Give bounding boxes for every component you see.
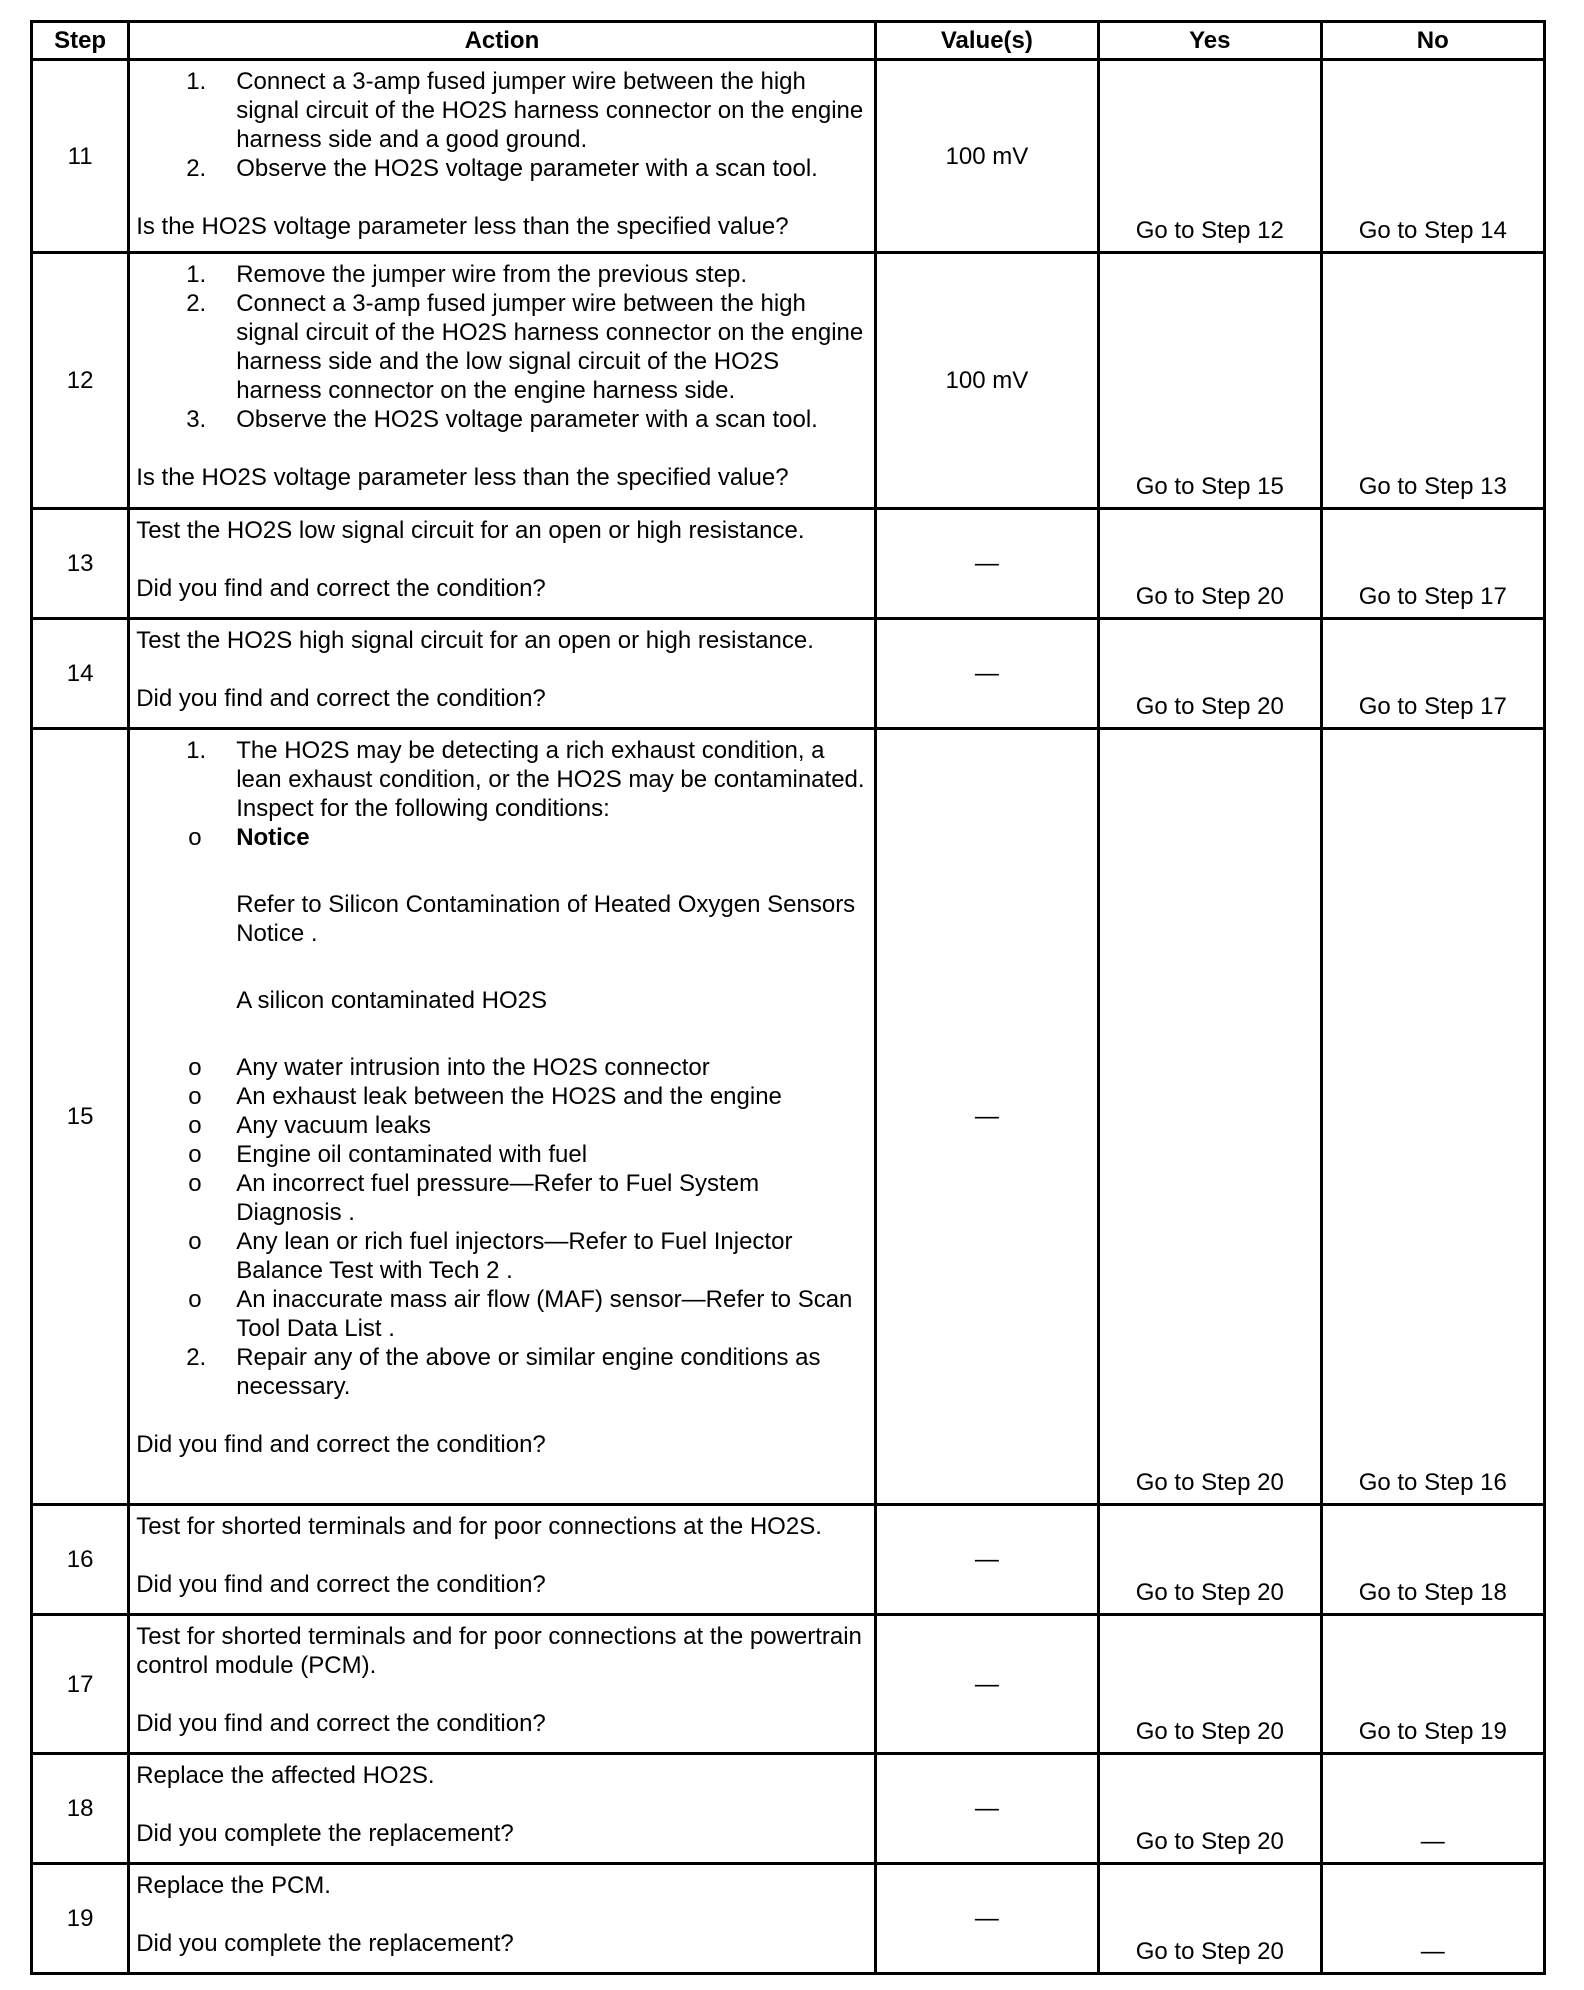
action-cell [129, 1505, 875, 1615]
list-item: 2. Repair any of the above or similar engine conditions as necessary. [186, 1344, 821, 1400]
table-row [32, 619, 1545, 729]
no-cell: Go to Step 19 [1321, 1615, 1544, 1754]
notice-item-text: A silicon contaminated HO2S [236, 987, 548, 1014]
yes-cell: Go to Step 20 [1099, 1754, 1321, 1864]
step-number: 12 [32, 253, 129, 509]
action-question: Did you complete the replacement? [136, 1820, 514, 1847]
list-item: 1. Remove the jumper wire from the previous step. [186, 261, 748, 288]
yes-cell: Go to Step 12 [1099, 60, 1321, 253]
header-step: Step [32, 22, 129, 60]
value-cell: 100 mV [875, 253, 1098, 509]
action-steps [136, 736, 867, 1401]
action-text: Test the HO2S high signal circuit for an open or high resistance. [136, 627, 814, 654]
table-row [32, 729, 1545, 1505]
value-cell: — [875, 509, 1098, 619]
yes-cell: Go to Step 20 [1099, 1505, 1321, 1615]
step-number: 15 [32, 729, 129, 1505]
action-question: Did you complete the replacement? [136, 1930, 514, 1957]
action-question: Is the HO2S voltage parameter less than the specified value? [136, 213, 789, 240]
notice-item: o Notice Refer to Silicon Contamination of Heated Oxygen Sensors Notice . A silicon contaminated HO2S [136, 823, 867, 1053]
action-cell [129, 1754, 875, 1864]
action-cell [129, 253, 875, 509]
yes-cell: Go to Step 20 [1099, 509, 1321, 619]
header-no: No [1321, 22, 1544, 60]
action-text: Replace the affected HO2S. [136, 1762, 435, 1789]
action-question: Did you find and correct the condition? [136, 1710, 546, 1737]
value-cell: — [875, 729, 1098, 1505]
action-question: Did you find and correct the condition? [136, 1571, 546, 1598]
action-cell [129, 729, 875, 1505]
value-cell: — [875, 1615, 1098, 1754]
step-number: 19 [32, 1864, 129, 1974]
header-row [32, 22, 1545, 60]
yes-cell: Go to Step 20 [1099, 619, 1321, 729]
yes-cell: Go to Step 15 [1099, 253, 1321, 509]
list-item: 2. Connect a 3-amp fused jumper wire between the high signal circuit of the HO2S harness connector on the engine harness side and the low signal circuit of the HO2S harness connector on the engine harness side. [186, 290, 864, 404]
action-cell [129, 60, 875, 253]
no-cell: Go to Step 17 [1321, 619, 1544, 729]
action-cell [129, 619, 875, 729]
step-intro: The HO2S may be detecting a rich exhaust condition, a lean exhaust condition, or the HO2S may be contaminated. Inspect for the following conditions: [236, 737, 865, 822]
action-steps [136, 67, 867, 183]
step-number: 14 [32, 619, 129, 729]
step-number: 11 [32, 60, 129, 253]
notice-title: Notice [236, 824, 310, 851]
diagnostic-table [30, 20, 1546, 1975]
action-cell [129, 1864, 875, 1974]
no-cell: Go to Step 13 [1321, 253, 1544, 509]
no-cell: Go to Step 17 [1321, 509, 1544, 619]
conditions-list [136, 823, 867, 1343]
list-item: o An incorrect fuel pressure—Refer to Fuel System Diagnosis . [188, 1170, 760, 1226]
list-item: o An inaccurate mass air flow (MAF) sensor—Refer to Scan Tool Data List . [188, 1286, 853, 1342]
value-cell: — [875, 1505, 1098, 1615]
step-number: 17 [32, 1615, 129, 1754]
list-item: 3. Observe the HO2S voltage parameter with a scan tool. [186, 406, 818, 433]
action-steps [136, 260, 867, 434]
yes-cell: Go to Step 20 [1099, 1864, 1321, 1974]
yes-cell: Go to Step 20 [1099, 729, 1321, 1505]
table-row [32, 1505, 1545, 1615]
action-text: Test for shorted terminals and for poor connections at the powertrain control module (PCM). [136, 1623, 862, 1679]
step-number: 18 [32, 1754, 129, 1864]
list-item: o Engine oil contaminated with fuel [188, 1141, 588, 1168]
list-item: o An exhaust leak between the HO2S and the engine [188, 1083, 782, 1110]
action-question: Is the HO2S voltage parameter less than the specified value? [136, 464, 789, 491]
header-values: Value(s) [875, 22, 1098, 60]
header-yes: Yes [1099, 22, 1321, 60]
notice-reference: Refer to Silicon Contamination of Heated Oxygen Sensors Notice . [236, 891, 856, 947]
no-cell: — [1321, 1754, 1544, 1864]
table-row [32, 1754, 1545, 1864]
action-question: Did you find and correct the condition? [136, 1431, 546, 1458]
list-item: o Any water intrusion into the HO2S connector [188, 1054, 710, 1081]
value-cell: — [875, 1754, 1098, 1864]
table-row [32, 509, 1545, 619]
table-row [32, 60, 1545, 253]
action-text: Test for shorted terminals and for poor connections at the HO2S. [136, 1513, 822, 1540]
no-cell: Go to Step 18 [1321, 1505, 1544, 1615]
no-cell: Go to Step 14 [1321, 60, 1544, 253]
table-row [32, 253, 1545, 509]
value-cell: 100 mV [875, 60, 1098, 253]
list-item: 2. Observe the HO2S voltage parameter with a scan tool. [186, 155, 818, 182]
list-item: o Any lean or rich fuel injectors—Refer to Fuel Injector Balance Test with Tech 2 . [188, 1228, 793, 1284]
no-cell: — [1321, 1864, 1544, 1974]
action-text: Replace the PCM. [136, 1872, 331, 1899]
step-number: 16 [32, 1505, 129, 1615]
action-question: Did you find and correct the condition? [136, 575, 546, 602]
value-cell: — [875, 1864, 1098, 1974]
list-item: 1. Connect a 3-amp fused jumper wire between the high signal circuit of the HO2S harness connector on the engine harness side and a good ground. [186, 68, 864, 153]
value-cell: — [875, 619, 1098, 729]
table-row [32, 1864, 1545, 1974]
header-action: Action [129, 22, 875, 60]
action-text: Test the HO2S low signal circuit for an open or high resistance. [136, 517, 805, 544]
action-cell [129, 509, 875, 619]
yes-cell: Go to Step 20 [1099, 1615, 1321, 1754]
table-row [32, 1615, 1545, 1754]
action-question: Did you find and correct the condition? [136, 685, 546, 712]
list-item: o Any vacuum leaks [188, 1112, 431, 1139]
step-number: 13 [32, 509, 129, 619]
list-item: 1. The HO2S may be detecting a rich exhaust condition, a lean exhaust condition, or the HO2S may be contaminated. Inspect for the following conditions: o Notice Refer to Silicon Contamination of Heated Oxygen Sensors Notice . A silicon contaminated HO2S o Any water intrusion into the HO2S connector o An exhaust leak between the HO2S and the engine o Any vacuum leaks o Engine oil contaminated with fuel o An incorrect fuel pressure—Refer to Fuel System Diagnosis . o Any lean or rich fuel injectors—Refer to Fuel Injector Balance Test with Tech 2 . o An inaccurate mass air flow (MAF) sensor—Refer to Scan Tool Data List . [136, 736, 867, 1343]
action-cell [129, 1615, 875, 1754]
no-cell: Go to Step 16 [1321, 729, 1544, 1505]
